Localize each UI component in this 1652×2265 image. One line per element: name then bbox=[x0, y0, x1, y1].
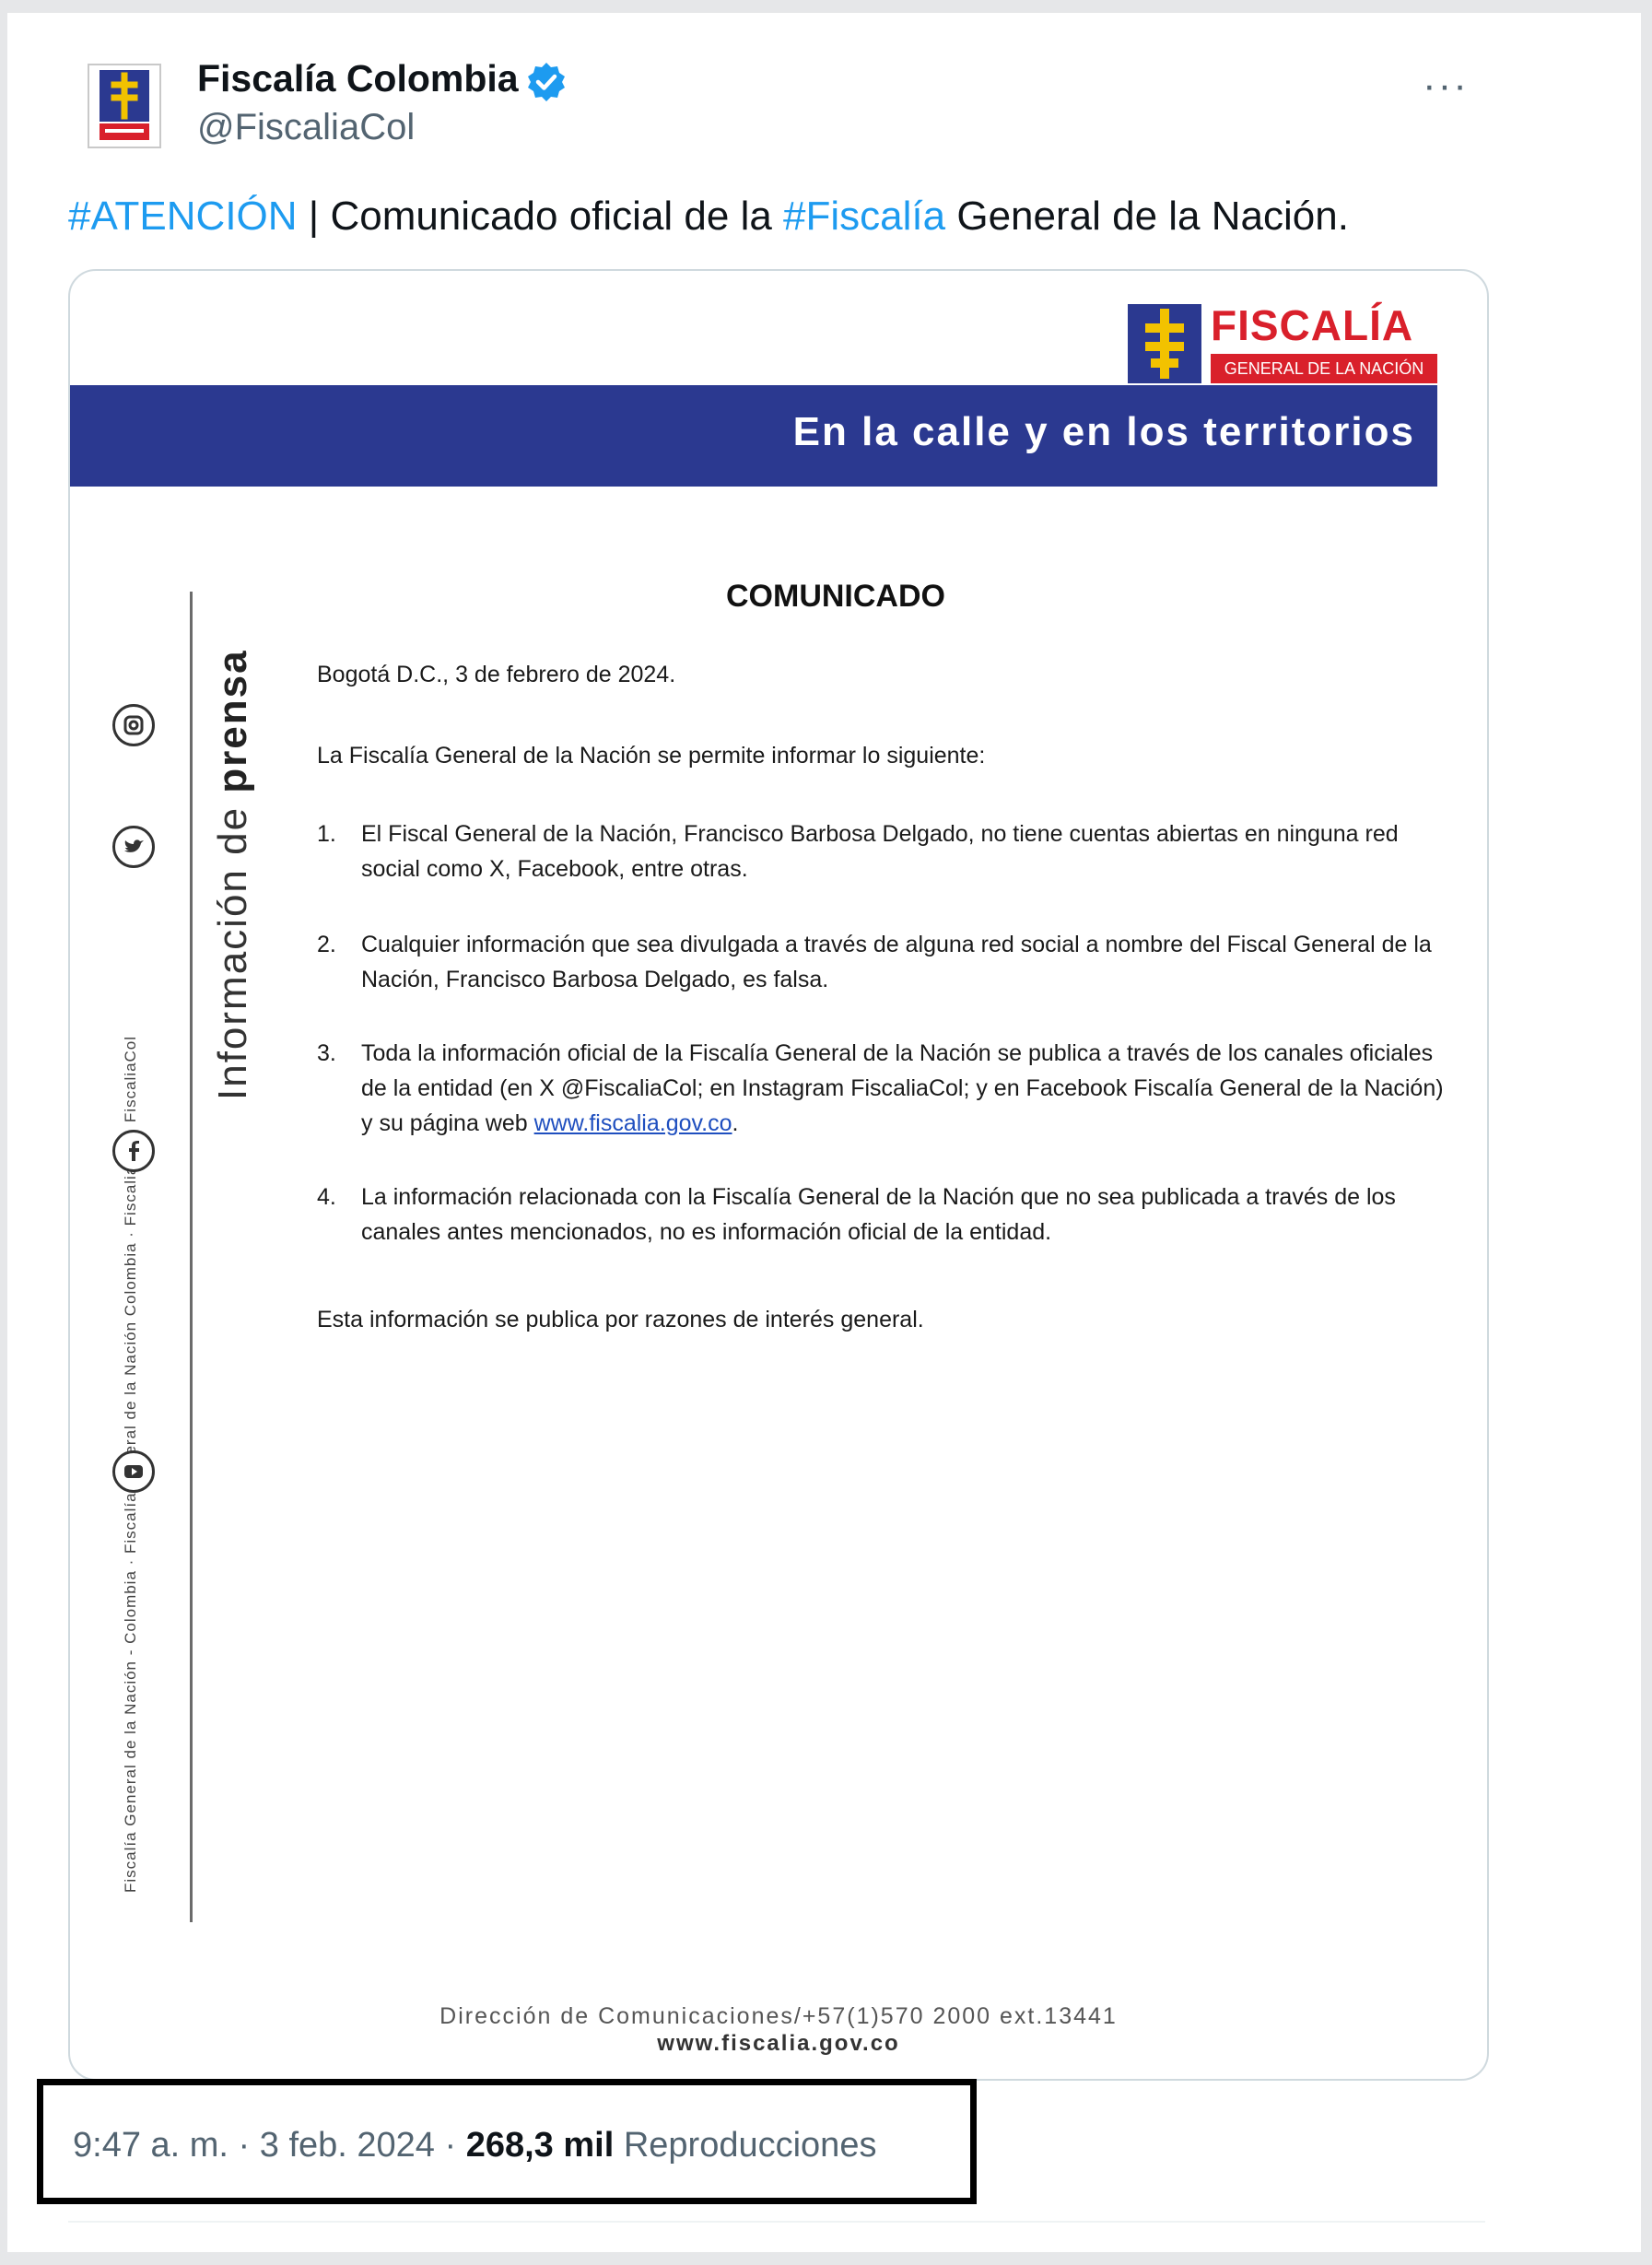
tweet-divider bbox=[68, 2221, 1485, 2223]
hashtag-fiscalia[interactable]: #Fiscalía bbox=[783, 194, 946, 239]
tweet bbox=[7, 13, 1641, 2252]
tweet-meta-highlight bbox=[37, 2079, 977, 2204]
side-rail-divider bbox=[190, 592, 193, 1922]
document-banner bbox=[70, 385, 1437, 487]
tweet-meta bbox=[73, 2126, 876, 2165]
item-number: 3. bbox=[317, 1040, 336, 1066]
avatar[interactable] bbox=[87, 63, 162, 149]
fiscalia-shield-icon bbox=[1128, 304, 1201, 383]
views-label: Reproducciones bbox=[623, 2126, 877, 2165]
item-text: El Fiscal General de la Nación, Francisco Barbosa Delgado, no tiene cuentas abiertas en ninguna red social como X, Facebook, entre otras. bbox=[361, 821, 1399, 882]
document-closing: Esta información se publica por razones de interés general. bbox=[317, 1307, 924, 1332]
website-link[interactable]: www.fiscalia.gov.co bbox=[533, 1110, 732, 1136]
item-text: Cualquier información que sea divulgada a través de alguna red social a nombre del Fiscal General de la Nación, Francisco Barbosa Delgado, es falsa. bbox=[361, 932, 1432, 992]
hashtag-atencion[interactable]: #ATENCIÓN bbox=[68, 194, 298, 239]
logo-subtitle: GENERAL DE LA NACIÓN bbox=[1211, 354, 1437, 383]
item-number: 1. bbox=[317, 821, 336, 847]
side-title bbox=[210, 649, 256, 1100]
item-text-end: . bbox=[732, 1110, 739, 1136]
item-text: La información relacionada con la Fiscalía General de la Nación que no sea publicada a través de los canales antes mencionados, no es información oficial de la entidad. bbox=[361, 1184, 1396, 1245]
item-number: 4. bbox=[317, 1184, 336, 1210]
side-title-bold: prensa bbox=[210, 649, 255, 793]
document-item-2 bbox=[317, 927, 1458, 997]
tweet-text-part-2: General de la Nación. bbox=[945, 194, 1349, 239]
facebook-icon bbox=[112, 1130, 155, 1172]
item-number: 2. bbox=[317, 932, 336, 957]
meta-separator: · bbox=[228, 2126, 260, 2165]
attached-image-document[interactable] bbox=[68, 269, 1489, 2081]
side-title-light: Información de bbox=[210, 792, 255, 1100]
item-text: Toda la información oficial de la Fiscalía General de la Nación se publica a través de los canales oficiales de la entidad (en X @FiscaliaCol; en Instagram FiscaliaCol; y en Facebook Fiscalía General de la Nación) y su página web bbox=[361, 1040, 1444, 1136]
instagram-icon bbox=[112, 704, 155, 746]
tweet-time[interactable]: 9:47 a. m. bbox=[73, 2126, 228, 2165]
more-options-button[interactable]: ··· bbox=[1423, 63, 1469, 108]
meta-separator: · bbox=[434, 2126, 466, 2165]
twitter-bird-icon bbox=[112, 826, 155, 868]
tweet-text bbox=[68, 194, 1349, 240]
document-footer-contact: Dirección de Comunicaciones/+57(1)570 2000 ext.13441 bbox=[439, 2003, 1118, 2029]
screenshot-frame bbox=[7, 13, 1641, 2252]
document-intro: La Fiscalía General de la Nación se permite informar lo siguiente: bbox=[317, 743, 986, 769]
fiscalia-logo-icon bbox=[87, 63, 162, 149]
document-logo bbox=[1128, 300, 1437, 385]
account-name[interactable]: Fiscalía Colombia bbox=[197, 57, 519, 100]
banner-slogan: En la calle y en los territorios bbox=[792, 409, 1415, 454]
tweet-date[interactable]: 3 feb. 2024 bbox=[259, 2126, 435, 2165]
document-item-4 bbox=[317, 1179, 1458, 1250]
verified-badge-icon bbox=[525, 61, 568, 103]
tweet-text-part-1: | Comunicado oficial de la bbox=[297, 194, 784, 239]
account-handle[interactable]: @FiscaliaCol bbox=[197, 107, 416, 147]
document-item-1 bbox=[317, 816, 1458, 886]
views-count: 268,3 mil bbox=[465, 2126, 615, 2165]
document-footer-web: www.fiscalia.gov.co bbox=[657, 2031, 900, 2056]
document-title: COMUNICADO bbox=[726, 579, 945, 614]
document-date: Bogotá D.C., 3 de febrero de 2024. bbox=[317, 662, 676, 687]
document-item-3 bbox=[317, 1036, 1458, 1141]
logo-wordmark: FISCALÍA bbox=[1211, 301, 1414, 349]
youtube-icon bbox=[112, 1450, 155, 1493]
